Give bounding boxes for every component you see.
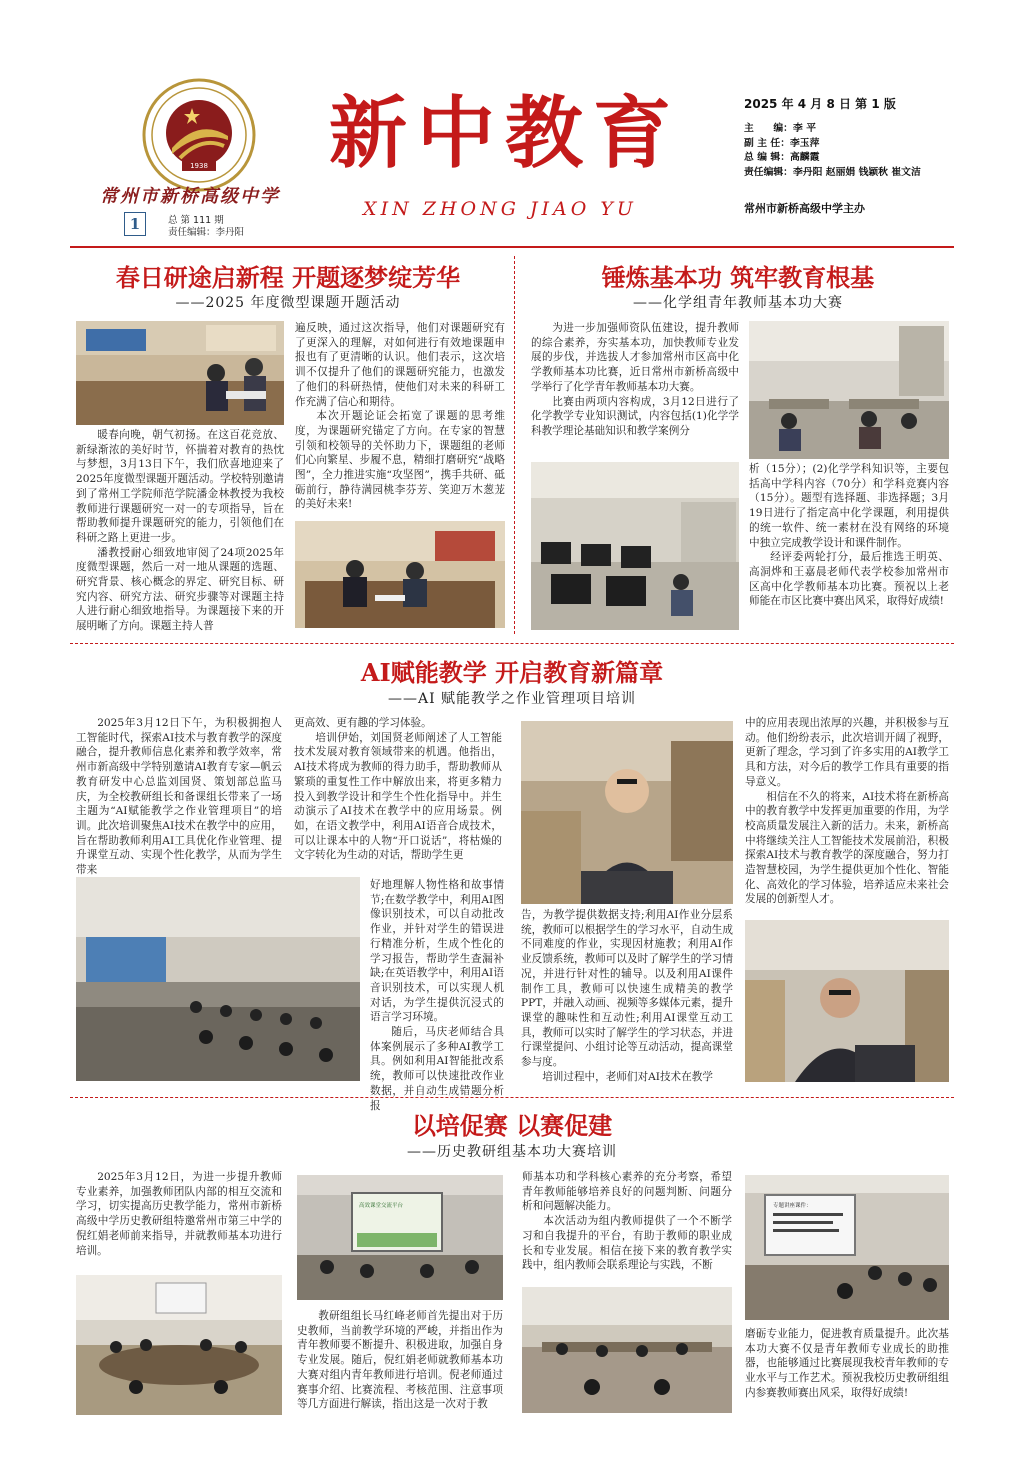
school-name-calligraphy: 常州市新桥高级中学 (100, 186, 280, 207)
paragraph: 师基本功和学科核心素养的充分考察，希望青年教师能够培养良好的问题判断、问题分析和问题解决能力。 (522, 1171, 732, 1213)
article3-col2-bottom (370, 878, 504, 1113)
paragraph: 为进一步加强师资队伍建设，提升教师的综合素养，夯实基本功，加快教师专业发展的步伐，并选拔人才参加常州市区高中化学教师基本功比赛，近日常州市新桥高级中学举行了化学青年教师基本功大赛。 (531, 322, 739, 393)
paragraph: 随后，马庆老师结合具体案例展示了多种AI教学工具。例如利用AI智能批改系统，教师可以快速批改作业数据，并自动生成错题分析报 (370, 1026, 504, 1112)
school-seal-logo (142, 78, 256, 192)
paragraph: 中的应用表现出浓厚的兴趣，并积极参与互动。他们纷纷表示，此次培训开阔了视野，更新了理念，学习到了许多实用的AI教学工具和方法，对今后的教学工作具有重要的指导意义。 (745, 717, 949, 788)
staff-row: 主 编：李 平 (744, 123, 816, 134)
article2-subtitle: ——化学组青年教师基本功大赛 (633, 295, 843, 311)
page-number: 1 (129, 215, 141, 233)
article3-photo-speaker-2 (745, 920, 949, 1082)
paragraph: 本次活动为组内教师提供了一个不断学习和自我提升的平台，有助于教师的职业成长和专业发展。相信在接下来的教育教学实践中，组内教师会联系理论与实践，不断 (522, 1215, 732, 1272)
paragraph: 经评委两轮打分，最后推选王明英、高洞烨和王嘉晨老师代表学校参加常州市区高中化学教师基本功比赛。预祝以上老师能在市区比赛中赛出风采，取得好成绩! (749, 551, 949, 608)
paragraph: 更高效、更有趣的学习体验。 (294, 717, 432, 729)
staff-row: 责任编辑：李丹阳 赵丽娟 钱颖秋 崔文洁 (744, 166, 921, 178)
article3-subtitle: ——AI 赋能教学之作业管理项目培训 (387, 691, 637, 707)
paragraph: 2025年3月12日，为进一步提升教师专业素养，加强教师团队内部的相互交流和学习，切实提高历史教学能力，常州市新桥高级中学历史教研组特邀常州市第三中学的倪红娟老师前来指导，并就教师基本功进行培训。 (76, 1171, 282, 1257)
slide-title: 专题讲座课件： (773, 1203, 812, 1209)
article4-photo-meeting-room (76, 1275, 282, 1415)
article3-title: AI赋能教学 开启教育新篇章 (360, 658, 664, 687)
newspaper-title: 新中教育 (328, 88, 681, 179)
seal-year: 1938 (190, 162, 208, 170)
article4-col3 (522, 1170, 732, 1273)
paragraph: 2025年3月12日下午，为积极拥抱人工智能时代，探索AI技术与教育教学的深度融合，提升教师信息化素养和教学效率，常州市新高级中学特别邀请AI教育专家—帆云教育研发中心总监刘国贤、策划部总监马庆，为全校教研组长和备课组长带来了一场主题为“AI赋能教学之作业管理项目”的培训。此次培训聚焦AI技术在教学中的应用，旨在帮助教师利用AI工具优化作业管理、提升课堂互动、实现个性化教学，从而为学生带来 (76, 717, 282, 877)
paragraph: 告，为教学提供数据支持;利用AI作业分层系统，教师可以根据学生的学习水平，自动生成不同难度的作业，实现因材施教；利用AI作业反馈系统，教师可以及时了解学生的学习情况，并进行针对性的辅导。以及利用AI课件制作工具，教师可以快速生成精美的教学PPT，并融入动画、视频等多媒体元素，提升课堂的趣味性和互动性;利用AI课堂互动工具，教师可以实时了解学生的学习状态，并进行课堂提问、小组讨论等互动活动，提高课堂参与度。 (521, 909, 734, 1069)
article3-col1 (76, 716, 282, 878)
paragraph: 潘教授耐心细致地审阅了24项2025年度微型课题，然后一对一地从课题的选题、研究背景、核心概念的界定、研究目标、研究内容、研究方法、研究步骤等对课题主持人进行耐心细致地指导。为课题接下来的开展明晰了方向。课题主持人普 (76, 546, 284, 633)
article2-title: 锤炼基本功 筑牢教育根基 (601, 263, 875, 292)
staff-row: 副 主 任：李玉萍 (744, 137, 820, 149)
paragraph: 暖春向晚，朝气初扬。在这百花竞放、新绿渐浓的美好时节，怀揣着对教育的热忱与梦想，3月13日下午，我们欣喜地迎来了2025年度微型课题开题活动。学校特别邀请到了常州工学院师范学院潘金林教授为我校教师进行课题研究一对一的专项指导，旨在帮助教师提升课题研究的能力，引领他们在科研之路上更进一步。 (76, 429, 284, 544)
paragraph: 本次开题论证会拓宽了课题的思考维度，为课题研究锚定了方向。在专家的智慧引领和校领导的关怀助力下，课题组的老师们心向繁星、步履不息，精细打磨研究“战略图”，全力推进实施“攻坚图”，携手共研、砥砺前行，静待满园桃李芬芳、笑迎万木葱茏的美好未来! (295, 410, 505, 511)
article3-col3 (521, 908, 733, 1084)
paragraph: 培训伊始，刘国贤老师阐述了人工智能技术发展对教育领域带来的机遇。他指出，AI技术将成为教师的得力助手，帮助教师从繁琐的重复性工作中解放出来，将更多精力投入到教学设计和学生个性化指导中。并生动演示了AI技术在教学中的应用场景。例如，在语文教学中，利用AI语音合成技术，可以让课本中的人物“开口说话”，将枯燥的文字转化为生动的对话，帮助学生更 (294, 731, 502, 862)
article2-col2 (749, 462, 949, 609)
article3-col2-top (294, 716, 502, 863)
article4-col4 (745, 1327, 949, 1401)
paragraph: 教研组组长马红峰老师首先提出对于历史教师，当前教学环境的严峻，并指出作为青年教师要不断提升、积极进取，加强自身专业发展。随后，倪红娟老师就教师基本功大赛对组内青年教师进行培训。倪老师通过赛事介绍、比赛流程、考核范围、注意事项等几方面进行解读，指出这是一次对于教 (297, 1310, 503, 1411)
issue-editor: 责任编辑：李丹阳 (168, 227, 245, 238)
article2-col1 (531, 321, 739, 439)
paragraph: 好地理解人物性格和故事情节;在数学教学中，利用AI图像识别技术，可以自动批改作业，并针对学生的错误进行精准分析，生成个性化的学习报告，帮助学生查漏补缺;在英语教学中，利用AI语音识别技术，可以实现人机对话，为学生提供沉浸式的语言学习环境。 (370, 879, 504, 1024)
article1-col1 (76, 428, 284, 634)
article3-photo-speaker-1 (521, 721, 733, 904)
article1-photo-meeting (76, 321, 284, 425)
section-divider (70, 643, 954, 644)
staff-list (744, 122, 921, 180)
article2-photo-exam (749, 321, 949, 459)
host-line: 常州市新桥高级中学主办 (744, 202, 865, 215)
article1-title: 春日研途启新程 开题逐梦绽芳华 (115, 263, 461, 292)
article4-photo-screen (297, 1175, 503, 1300)
article4-photo-presentation (745, 1175, 949, 1320)
masthead (0, 0, 1024, 250)
article1-col2 (295, 321, 505, 512)
article4-col2 (297, 1309, 503, 1412)
article4-photo-classroom (522, 1287, 732, 1413)
staff-row: 总 编 辑：高麟霞 (744, 152, 820, 163)
section-divider (70, 1097, 954, 1098)
paragraph: 磨砺专业能力，促进教育质量提升。此次基本功大赛不仅是青年教师专业成长的助推器，也能够通过比赛展现我校青年教师的专业水平与工作艺术。预祝我校历史教研组组内参赛教师赛出风采，取得好成绩! (745, 1328, 949, 1399)
article4-subtitle: ——历史教研组基本功大赛培训 (407, 1144, 617, 1160)
masthead-divider (70, 246, 954, 248)
slide-title: 高效课堂交流平台 (359, 1203, 404, 1209)
paragraph: 比赛由两项内容构成，3月12日进行了化学教学专业知识测试，内容包括(1)化学学科教学理论基础知识和教学案例分 (531, 395, 739, 437)
article3-col4 (745, 716, 949, 907)
column-divider (514, 256, 515, 634)
article1-subtitle: ——2025 年度微型课题开题活动 (175, 295, 401, 311)
paragraph: 培训过程中，老师们对AI技术在教学 (542, 1070, 713, 1083)
date-line: 2025 年 4 月 8 日 第 1 版 (744, 97, 896, 111)
newspaper-pinyin: XIN ZHONG JIAO YU (363, 198, 637, 220)
article2-photo-computer-lab (531, 462, 739, 630)
article4-col1 (76, 1170, 282, 1258)
page-number-box (124, 212, 146, 236)
total-issue: 总 第 111 期 (168, 215, 224, 226)
article1-photo-discussion (295, 521, 505, 628)
article3-photo-lecture-hall (76, 877, 360, 1081)
article4-title: 以培促赛 以赛促建 (411, 1111, 613, 1140)
paragraph: 遍反映，通过这次指导，他们对课题研究有了更深入的理解，对如何进行有效地课题申报也有了更清晰的认识。他们表示，这次培训不仅提升了他们的课题研究能力，也激发了他们的科研热情，使他们对未来的科研工作充满了信心和期待。 (295, 322, 505, 408)
paragraph: 相信在不久的将来，AI技术将在新桥高中的教育教学中发挥更加重要的作用，为学校高质量发展注入新的活力。未来，新桥高中将继续关注人工智能技术发展前沿，积极探索AI技术与教育教学的深度融合，努力打造智慧校园，为学生提供更加个性化、智能化、高效化的学习体验，培养适应未来社会发展的创新型人才。 (745, 790, 949, 906)
paragraph: 析（15分）；(2)化学学科知识等，主要包括高中学科内容（70分）和学科竞赛内容（15分）。题型有选择题、非选择题；3月19日进行了指定高中化学课题，利用提供的统一软件、统一素材在没有网络的环境中独立完成教学设计和课件制作。 (749, 463, 949, 549)
